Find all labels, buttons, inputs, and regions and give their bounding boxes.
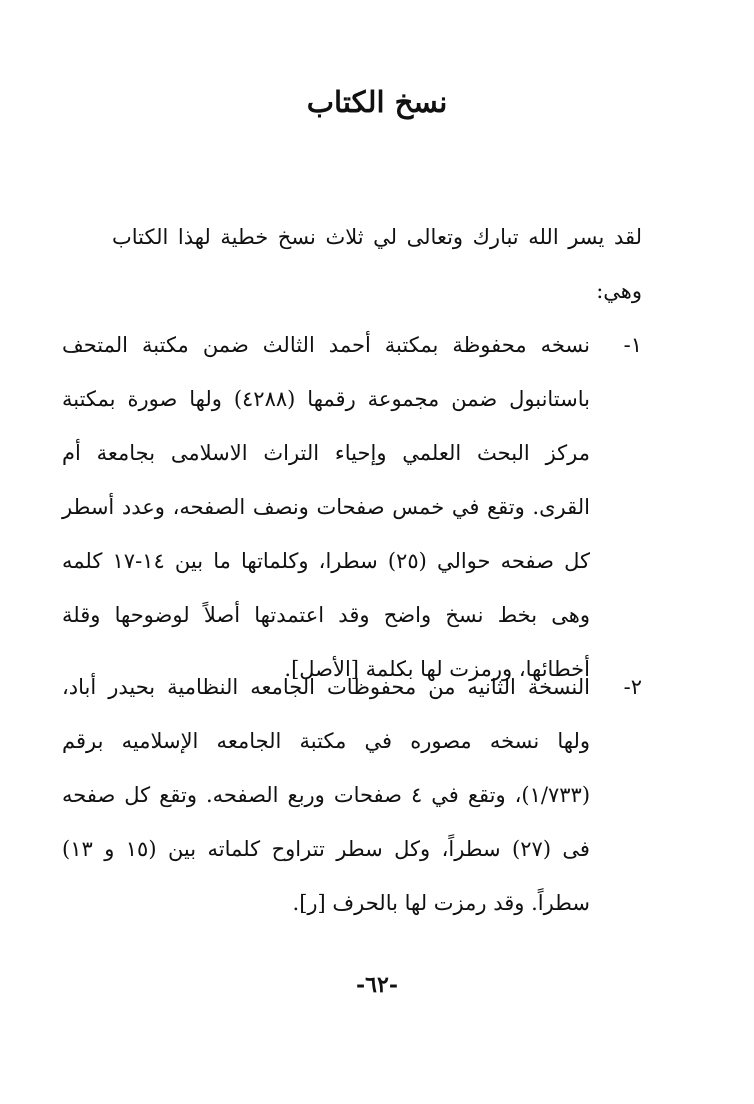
list-item xyxy=(62,318,642,696)
intro-paragraph: لقد يسر الله تبارك وتعالى لي ثلاث نسخ خطية لهذا الكتاب وهي: xyxy=(112,225,642,303)
list-item-text: نسخه محفوظة بمكتبة أحمد الثالث ضمن مكتبة المتحف باستانبول ضمن مجموعة رقمها (٤٢٨٨) ولها صورة بمكتبة مركز البحث العلمي وإحياء التراث الاسلامى بجامعة أم القرى. وتقع في خمس صفحات ونصف الصفحه، وعدد أسطر كل صفحه حوالي (٢٥) سطرا، وكلماتها ما بين ١٤-١٧ كلمه وهى بخط نسخ واضح وقد اعتمدتها أصلاً لوضوحها وقلة أخطائها، ورمزت لها بكلمة [الأصل]. xyxy=(62,333,590,681)
list-item-text: النسخة الثانيه من محفوظات الجامعه النظامية بحيدر أباد، ولها نسخه مصوره في مكتبة الجامعه الإسلاميه برقم (١/٧٣٣)، وتقع في ٤ صفحات وربع الصفحه. وتقع كل صفحه فى (٢٧) سطراً، وكل سطر تتراوح كلماته بين (١٥ و ١٣) سطراً. وقد رمزت لها بالحرف [ر]. xyxy=(62,675,591,915)
list-item-number: ٢- xyxy=(623,675,642,699)
list-item xyxy=(62,660,642,930)
page-title: نسخ الكتاب xyxy=(306,85,448,119)
list-item-number: ١- xyxy=(623,333,642,357)
page-number: -٦٢- xyxy=(356,972,398,998)
